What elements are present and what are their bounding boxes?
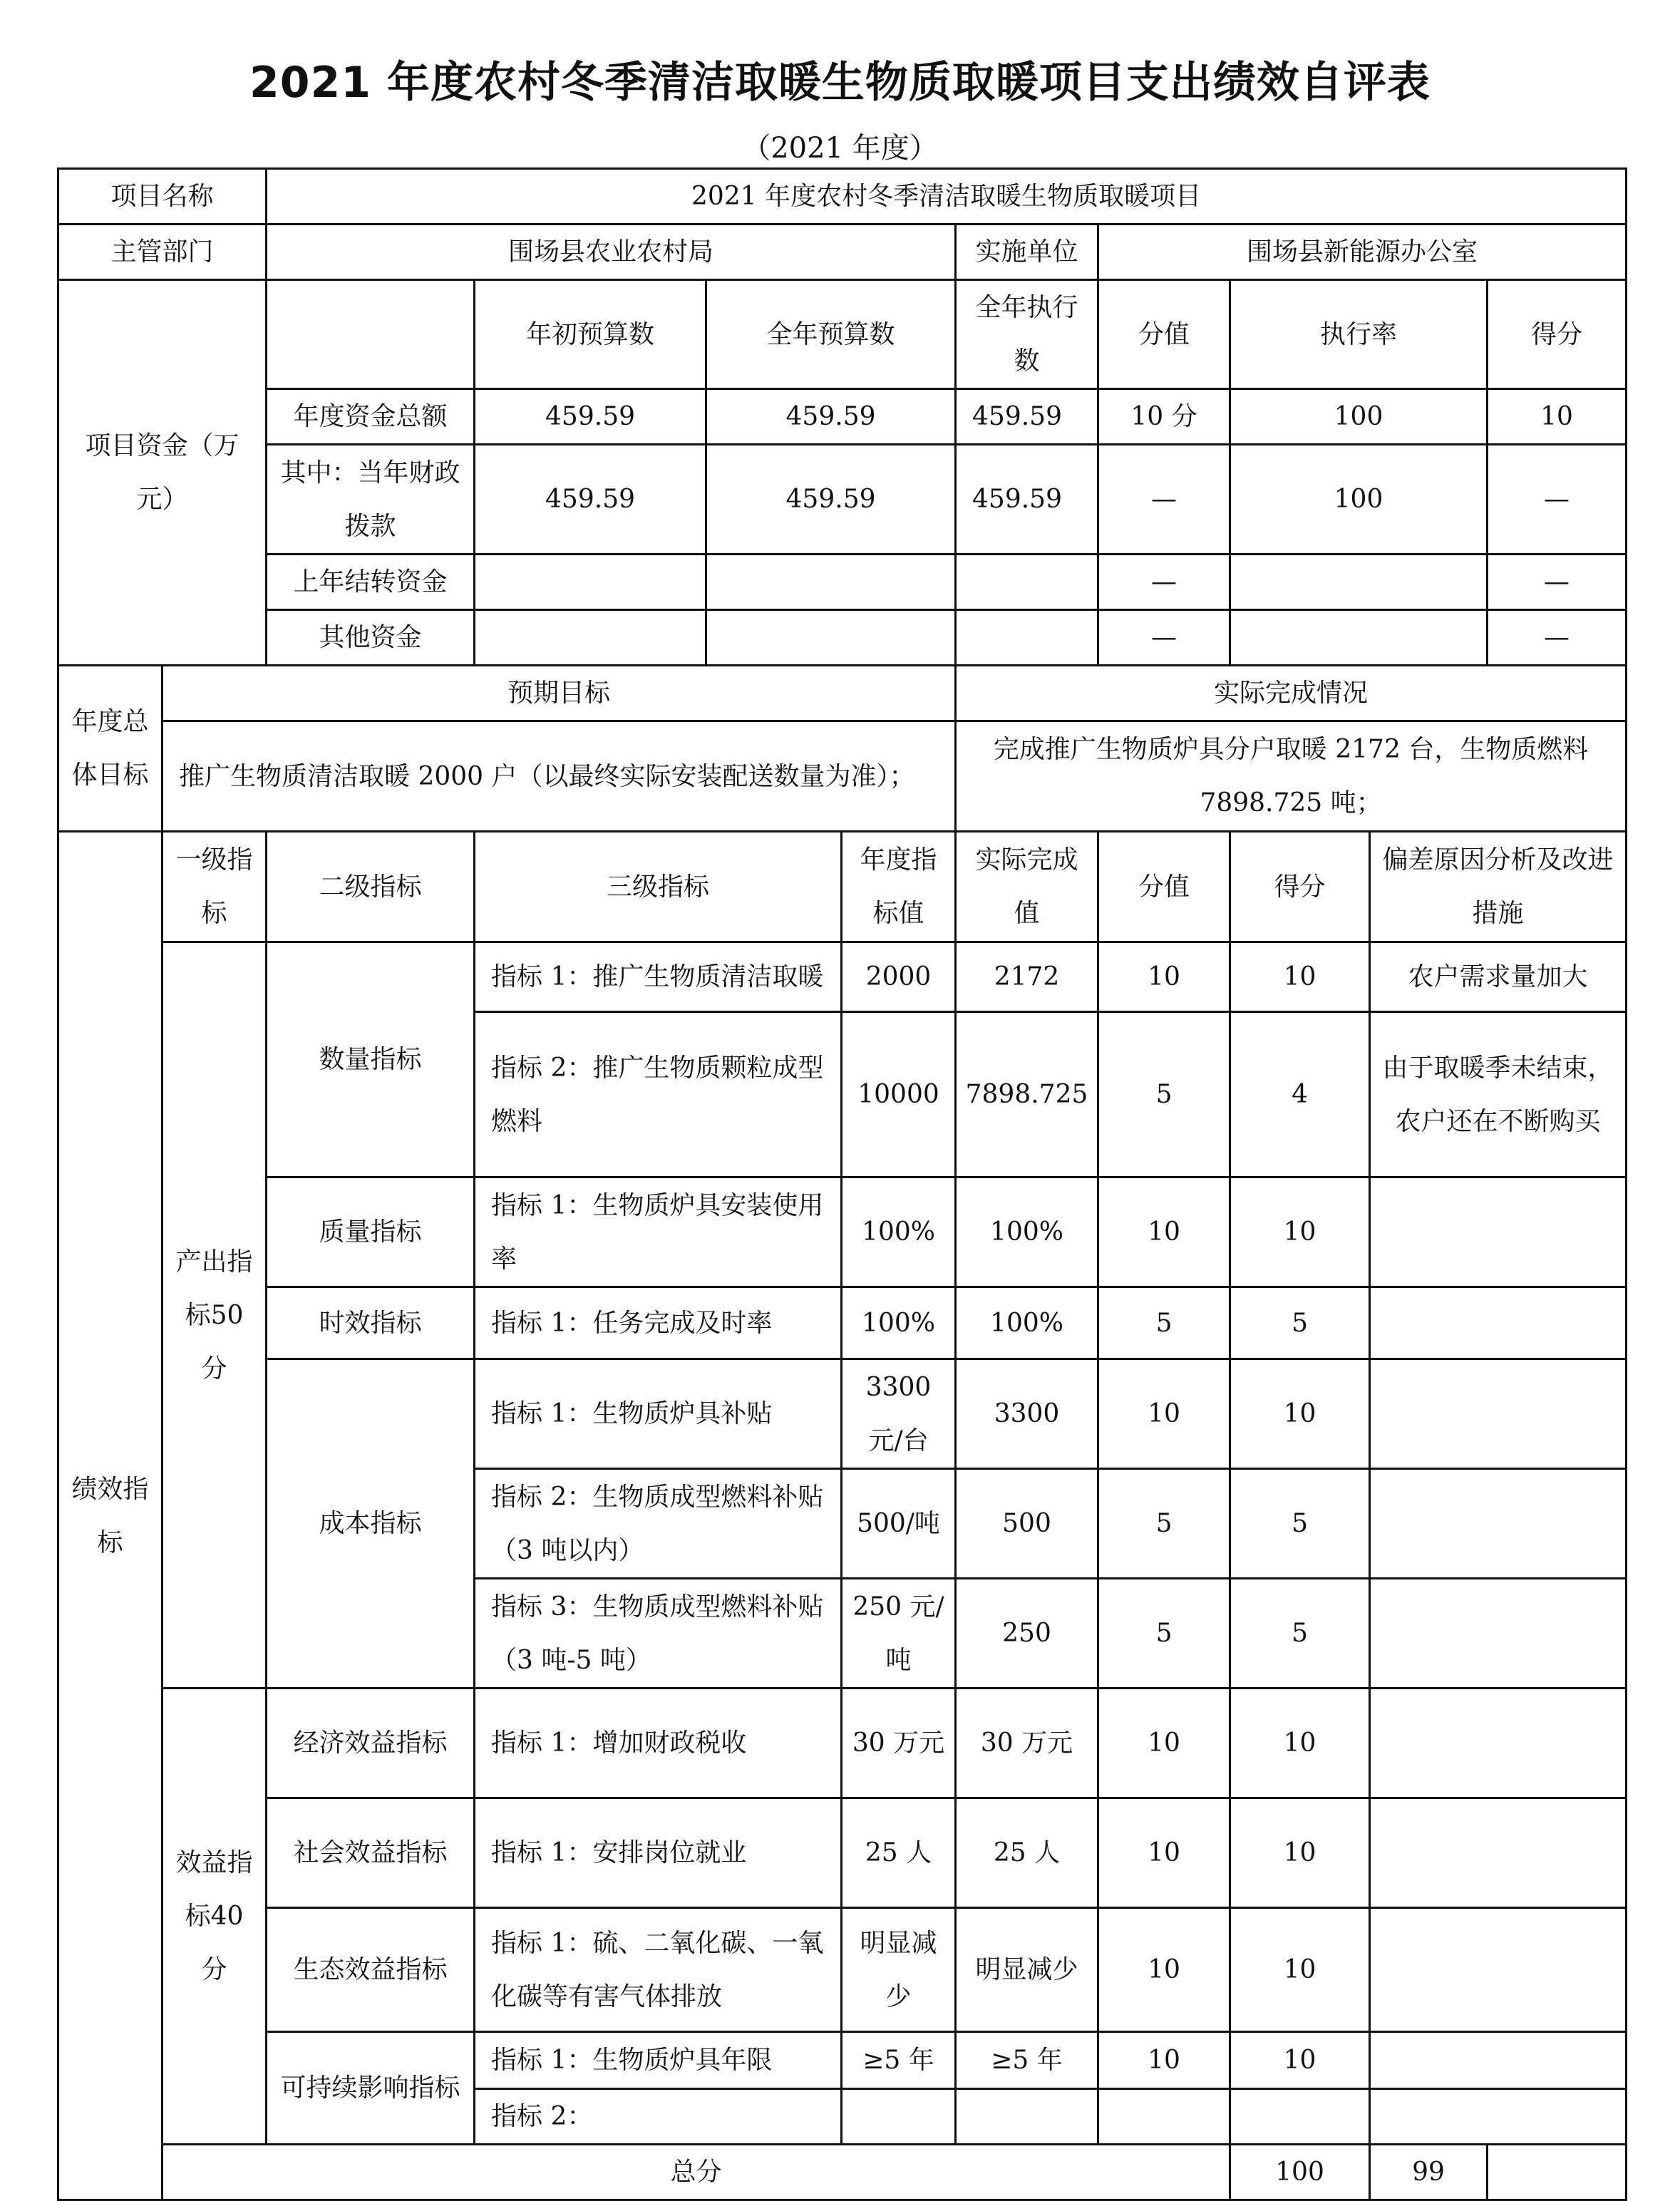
indicator-score-value: 10 <box>1098 1798 1230 1908</box>
indicator-score: 10 <box>1230 1798 1370 1908</box>
funds-row-score-value: — <box>1098 445 1230 555</box>
indicator-target: 100% <box>842 1177 956 1287</box>
department-row <box>58 225 1627 280</box>
funds-row-score-value: — <box>1098 610 1230 666</box>
header-level1: 一级指标 <box>163 832 267 942</box>
indicator-score: 10 <box>1230 942 1370 1012</box>
indicator-actual <box>956 2089 1098 2145</box>
indicator-deviation <box>1370 1469 1627 1579</box>
header-deviation: 偏差原因分析及改进措施 <box>1370 832 1627 942</box>
indicator-row <box>58 942 1627 1012</box>
indicator-score <box>1230 2089 1370 2145</box>
benefit-indicator-label: 效益指标40 分 <box>163 1689 267 2145</box>
indicator-name: 指标 1：生物质炉具安装使用率 <box>475 1177 842 1287</box>
funds-row-initial <box>475 610 706 666</box>
goals-expected-text: 推广生物质清洁取暖 2000 户（以最终实际安装配送数量为准）； <box>163 721 956 832</box>
indicator-row <box>58 1798 1627 1908</box>
goals-actual-text: 完成推广生物质炉具分户取暖 2172 台，生物质燃料 7898.725 吨； <box>956 721 1627 832</box>
funds-row-score-value: 10 分 <box>1098 389 1230 445</box>
timeliness-indicator-label: 时效指标 <box>267 1287 475 1359</box>
indicator-target: 10000 <box>842 1012 956 1177</box>
funds-row-initial <box>475 555 706 610</box>
sustainable-indicator-label: 可持续影响指标 <box>267 2032 475 2145</box>
header-score-value: 分值 <box>1098 832 1230 942</box>
indicator-name: 指标 1：任务完成及时率 <box>475 1287 842 1359</box>
indicator-deviation <box>1370 1908 1627 2032</box>
indicator-score-value: 5 <box>1098 1469 1230 1579</box>
indicator-header-row <box>58 832 1627 942</box>
indicator-name: 指标 2： <box>475 2089 842 2145</box>
page-subtitle: （2021 年度） <box>742 132 938 165</box>
funds-row-annual: 459.59 <box>706 389 956 445</box>
indicator-target: 2000 <box>842 942 956 1012</box>
funds-row <box>58 555 1627 610</box>
indicator-actual: 100% <box>956 1177 1098 1287</box>
department-value: 围场县农业农村局 <box>267 225 956 280</box>
funds-header-annual: 全年预算数 <box>706 280 956 389</box>
goals-actual-label: 实际完成情况 <box>956 666 1627 721</box>
indicator-score-value: 5 <box>1098 1287 1230 1359</box>
indicator-actual: ≥5 年 <box>956 2032 1098 2089</box>
project-name-value: 2021 年度农村冬季清洁取暖生物质取暖项目 <box>267 169 1627 225</box>
funds-row <box>58 389 1627 445</box>
indicator-name: 指标 2：推广生物质颗粒成型燃料 <box>475 1012 842 1177</box>
header-level3: 三级指标 <box>475 832 842 942</box>
funds-row-label: 年度资金总额 <box>267 389 475 445</box>
indicator-deviation <box>1370 2032 1627 2089</box>
indicator-score-value <box>1098 2089 1230 2145</box>
funds-row-score: — <box>1488 445 1627 555</box>
indicator-deviation <box>1370 1579 1627 1689</box>
funds-row-annual: 459.59 <box>706 445 956 555</box>
department-label: 主管部门 <box>58 225 267 280</box>
funds-row-annual <box>706 610 956 666</box>
social-indicator-label: 社会效益指标 <box>267 1798 475 1908</box>
funds-row-score: — <box>1488 610 1627 666</box>
indicator-actual: 明显减少 <box>956 1908 1098 2032</box>
indicator-deviation <box>1370 1359 1627 1469</box>
indicator-score-value: 5 <box>1098 1579 1230 1689</box>
indicator-target: 25 人 <box>842 1798 956 1908</box>
indicator-target: 3300元/台 <box>842 1359 956 1469</box>
indicator-score-value: 10 <box>1098 2032 1230 2089</box>
funds-row-label: 上年结转资金 <box>267 555 475 610</box>
indicator-score-value: 5 <box>1098 1012 1230 1177</box>
goals-header-row <box>58 666 1627 721</box>
indicator-score: 10 <box>1230 1689 1370 1798</box>
indicator-target: 明显减少 <box>842 1908 956 2032</box>
indicator-deviation <box>1370 1689 1627 1798</box>
indicator-actual: 25 人 <box>956 1798 1098 1908</box>
indicator-score: 10 <box>1230 1359 1370 1469</box>
funds-row <box>58 445 1627 555</box>
goals-content-row <box>58 721 1627 832</box>
total-label: 总分 <box>163 2145 1230 2200</box>
funds-header-executed: 全年执行数 <box>956 280 1098 389</box>
output-indicator-label: 产出指标50 分 <box>163 942 267 1689</box>
indicator-score: 5 <box>1230 1469 1370 1579</box>
indicator-row <box>58 1359 1627 1469</box>
funds-row-initial: 459.59 <box>475 389 706 445</box>
indicator-score-value: 10 <box>1098 1177 1230 1287</box>
indicator-name: 指标 1：生物质炉具年限 <box>475 2032 842 2089</box>
funds-header-score: 得分 <box>1488 280 1627 389</box>
indicator-name: 指标 1：生物质炉具补贴 <box>475 1359 842 1469</box>
funds-row-executed: 459.59 <box>956 389 1098 445</box>
funds-row-initial: 459.59 <box>475 445 706 555</box>
indicator-score: 4 <box>1230 1012 1370 1177</box>
indicator-score: 10 <box>1230 2032 1370 2089</box>
indicator-target: 30 万元 <box>842 1689 956 1798</box>
funds-row-rate <box>1230 555 1488 610</box>
indicator-row <box>58 1689 1627 1798</box>
indicator-score-value: 10 <box>1098 1359 1230 1469</box>
indicator-row <box>58 2032 1627 2089</box>
quantity-indicator-label: 数量指标 <box>267 942 475 1177</box>
funds-row-label: 其中：当年财政拨款 <box>267 445 475 555</box>
implementing-unit-label: 实施单位 <box>956 225 1098 280</box>
indicator-actual: 7898.725 <box>956 1012 1098 1177</box>
header-score: 得分 <box>1230 832 1370 942</box>
header-target: 年度指标值 <box>842 832 956 942</box>
indicator-score-value: 10 <box>1098 1689 1230 1798</box>
goals-expected-label: 预期目标 <box>163 666 956 721</box>
indicator-name: 指标 1：硫、二氧化碳、一氧化碳等有害气体排放 <box>475 1908 842 2032</box>
funds-row-rate <box>1230 610 1488 666</box>
funds-row-executed: 459.59 <box>956 445 1098 555</box>
indicator-actual: 250 <box>956 1579 1098 1689</box>
indicator-name: 指标 1：增加财政税收 <box>475 1689 842 1798</box>
funds-row-score: 10 <box>1488 389 1627 445</box>
indicator-target: 250 元/吨 <box>842 1579 956 1689</box>
funds-row-label: 其他资金 <box>267 610 475 666</box>
goals-label: 年度总体目标 <box>58 666 163 832</box>
indicator-row <box>58 1177 1627 1287</box>
header-level2: 二级指标 <box>267 832 475 942</box>
cost-indicator-label: 成本指标 <box>267 1359 475 1689</box>
project-name-row <box>58 169 1627 225</box>
indicator-target: 100% <box>842 1287 956 1359</box>
indicator-score: 5 <box>1230 1579 1370 1689</box>
funds-header-blank <box>267 280 475 389</box>
funds-header-initial: 年初预算数 <box>475 280 706 389</box>
funds-header-row <box>58 280 1627 389</box>
indicator-score-value: 10 <box>1098 1908 1230 2032</box>
project-name-label: 项目名称 <box>58 169 267 225</box>
implementing-unit-value: 围场县新能源办公室 <box>1098 225 1627 280</box>
funds-row <box>58 610 1627 666</box>
funds-label: 项目资金（万元） <box>58 280 267 666</box>
indicator-name: 指标 3：生物质成型燃料补贴（3 吨-5 吨） <box>475 1579 842 1689</box>
indicator-target: ≥5 年 <box>842 2032 956 2089</box>
funds-row-rate: 100 <box>1230 389 1488 445</box>
indicator-actual: 100% <box>956 1287 1098 1359</box>
indicator-score: 5 <box>1230 1287 1370 1359</box>
indicator-deviation <box>1370 1287 1627 1359</box>
indicator-actual: 2172 <box>956 942 1098 1012</box>
indicator-deviation: 由于取暖季未结束，农户还在不断购买 <box>1370 1012 1627 1177</box>
indicator-score: 10 <box>1230 1177 1370 1287</box>
indicator-target: 500/吨 <box>842 1469 956 1579</box>
funds-header-rate: 执行率 <box>1230 280 1488 389</box>
indicator-deviation <box>1370 1177 1627 1287</box>
indicator-row <box>58 1908 1627 2032</box>
indicator-actual: 3300 <box>956 1359 1098 1469</box>
funds-row-score-value: — <box>1098 555 1230 610</box>
total-deviation <box>1488 2145 1627 2200</box>
page-title: 2021 年度农村冬季清洁取暖生物质取暖项目支出绩效自评表 <box>249 58 1431 108</box>
performance-label: 绩效指标 <box>58 832 163 2200</box>
indicator-deviation <box>1370 1798 1627 1908</box>
quality-indicator-label: 质量指标 <box>267 1177 475 1287</box>
indicator-name: 指标 2：生物质成型燃料补贴（3 吨以内） <box>475 1469 842 1579</box>
indicator-name: 指标 1：安排岗位就业 <box>475 1798 842 1908</box>
funds-row-rate: 100 <box>1230 445 1488 555</box>
funds-row-executed <box>956 555 1098 610</box>
funds-row-annual <box>706 555 956 610</box>
total-score-value: 100 <box>1230 2145 1370 2200</box>
funds-row-executed <box>956 610 1098 666</box>
funds-header-score-value: 分值 <box>1098 280 1230 389</box>
indicator-score-value: 10 <box>1098 942 1230 1012</box>
indicator-target <box>842 2089 956 2145</box>
performance-table <box>57 167 1627 2201</box>
economic-indicator-label: 经济效益指标 <box>267 1689 475 1798</box>
indicator-name: 指标 1：推广生物质清洁取暖 <box>475 942 842 1012</box>
indicator-actual: 30 万元 <box>956 1689 1098 1798</box>
funds-row-score: — <box>1488 555 1627 610</box>
indicator-row <box>58 1287 1627 1359</box>
total-row <box>58 2145 1627 2200</box>
indicator-deviation: 农户需求量加大 <box>1370 942 1627 1012</box>
header-actual: 实际完成值 <box>956 832 1098 942</box>
ecological-indicator-label: 生态效益指标 <box>267 1908 475 2032</box>
total-score: 99 <box>1370 2145 1488 2200</box>
indicator-deviation <box>1370 2089 1627 2145</box>
indicator-actual: 500 <box>956 1469 1098 1579</box>
indicator-score: 10 <box>1230 1908 1370 2032</box>
